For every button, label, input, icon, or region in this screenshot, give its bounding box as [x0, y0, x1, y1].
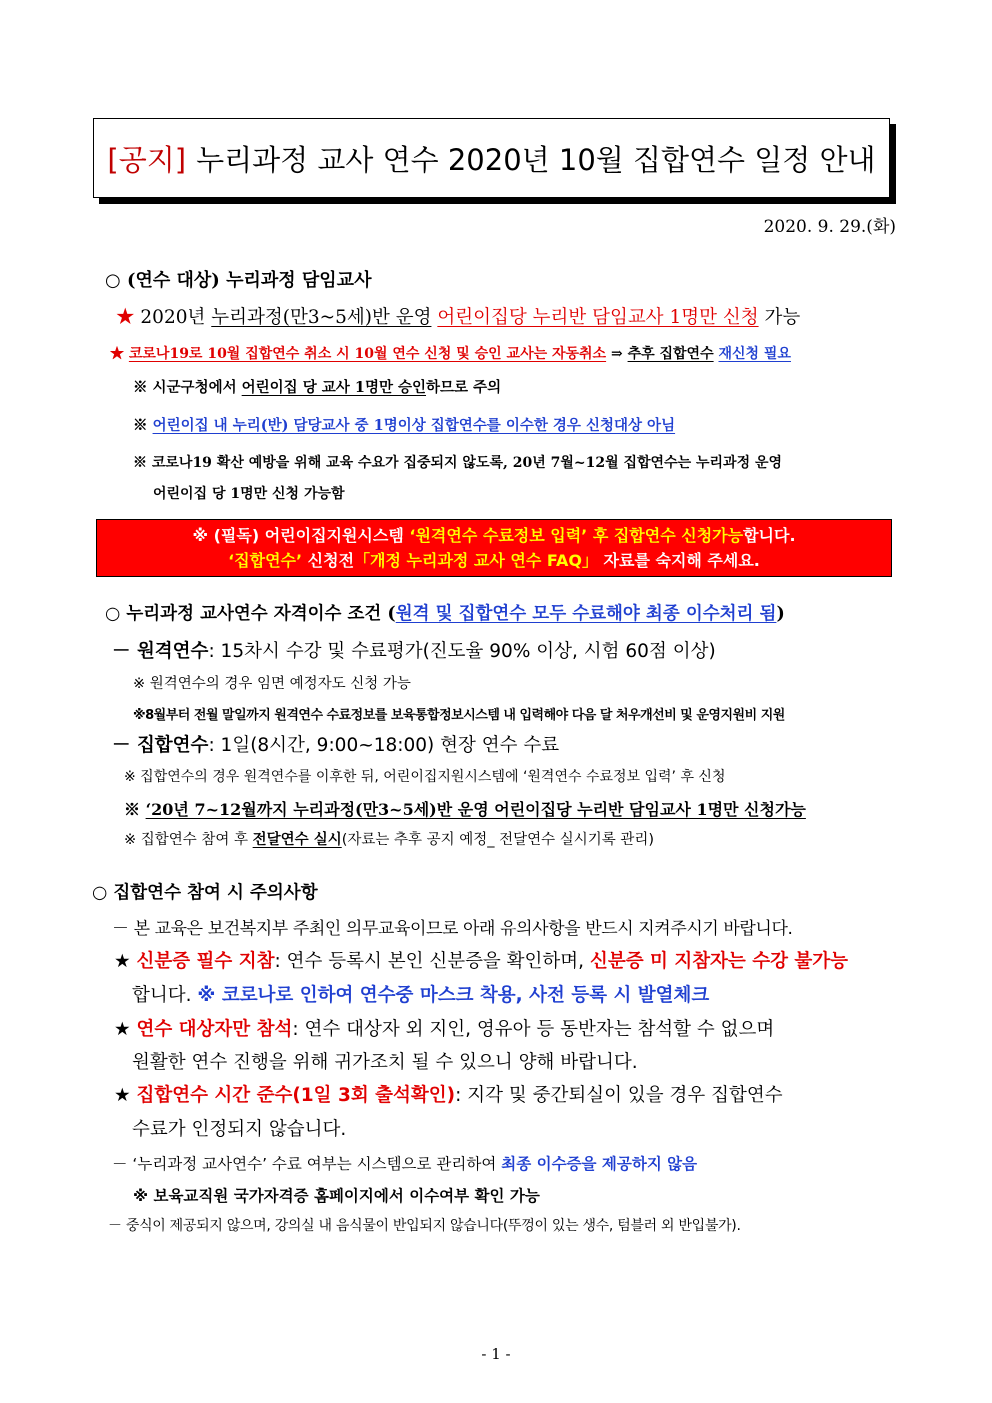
- star2-reapply: 재신청 필요: [718, 346, 791, 362]
- remote-note1: ※ 원격연수의 경우 임면 예정자도 신청 가능: [133, 676, 411, 692]
- page-title: [93, 118, 890, 198]
- rule1-warning: 신분증 미 지참자는 수강 불가능: [589, 951, 849, 972]
- rule-system: [112, 1152, 697, 1174]
- group-note2: [124, 797, 806, 820]
- group-note3-a: ※ 집합연수 참여 후: [124, 832, 249, 848]
- rule-attendees: [114, 1015, 774, 1041]
- star1-highlight: 어린이집당 누리반 담임교사 1명만 신청: [437, 307, 759, 328]
- group-course-line: [112, 731, 559, 757]
- mandatory-notice-box: [96, 519, 892, 577]
- notice-line1-a: ※ (필독) 어린이집지원시스템: [192, 526, 404, 545]
- remote-label: － 원격연수: [112, 641, 209, 662]
- notice-tag: [공지]: [107, 142, 187, 177]
- section1-note3-line2: 어린이집 당 1명만 신청 가능함: [153, 486, 345, 502]
- star2-text: 코로나19로 10월 집합연수 취소 시 10월 연수 신청 및 승인 교사는 자동취소: [128, 346, 607, 362]
- rule-time: [114, 1081, 783, 1107]
- rule4-text: － ‘누리과정 교사연수’ 수료 여부는 시스템으로 관리하여: [112, 1155, 497, 1173]
- rule-check-site: ※ 보육교직원 국가자격증 홈페이지에서 이수여부 확인 가능: [133, 1187, 540, 1205]
- star1-end: 가능: [764, 307, 801, 328]
- rule-attendees-cont: 원활한 연수 진행을 위해 귀가조치 될 수 있으니 양해 바랍니다.: [132, 1052, 638, 1073]
- star2-followup: 추후 집합연수: [627, 346, 714, 362]
- section3-heading: ○ 집합연수 참여 시 주의사항: [92, 883, 318, 903]
- group-text: : 1일(8시간, 9:00~18:00) 현장 연수 수료: [208, 735, 560, 756]
- section3-intro: － 본 교육은 보건복지부 주최인 의무교육이므로 아래 유의사항을 반드시 지켜주시기 바랍니다.: [112, 919, 793, 939]
- rule4-highlight: 최종 이수증을 제공하지 않음: [501, 1155, 698, 1173]
- star1-class: 누리과정(만3~5세)반 운영: [211, 307, 432, 328]
- rule-id-card-cont: [132, 981, 709, 1007]
- note1-b: 어린이집 당 교사 1명만 승인: [241, 379, 427, 396]
- page-number: - 1 -: [481, 1345, 511, 1363]
- rule-id-card: [114, 947, 848, 973]
- star-icon: ★: [114, 951, 131, 972]
- rule3-text: : 지각 및 중간퇴실이 있을 경우 집합연수: [455, 1085, 783, 1106]
- group-note3: [124, 828, 654, 849]
- section1-note3-line1: ※ 코로나19 확산 예방을 위해 교육 수요가 집중되지 않도록, 20년 7월~12월 집합연수는 누리과정 운영: [133, 455, 783, 471]
- rule-food: － 중식이 제공되지 않으며, 강의실 내 음식물이 반입되지 않습니다(뚜껑이 있는 생수, 텀블러 외 반입불가).: [108, 1218, 741, 1234]
- note2-mark: ※: [133, 417, 148, 434]
- remote-course-line: [112, 637, 716, 663]
- group-label: － 집합연수: [112, 735, 209, 756]
- note1-a: ※ 시군구청에서: [133, 379, 237, 396]
- title-text: 누리과정 교사 연수 2020년 10월 집합연수 일정 안내: [196, 142, 876, 177]
- notice-line1: [97, 523, 891, 548]
- group-note2-mark: ※: [124, 800, 141, 819]
- document-date: 2020. 9. 29.(화): [763, 217, 896, 237]
- group-note1: ※ 집합연수의 경우 원격연수를 이후한 뒤, 어린이집지원시스템에 ‘원격연수 수료정보 입력’ 후 신청: [124, 769, 726, 785]
- rule2-title: 연수 대상자만 참석: [136, 1019, 293, 1040]
- section2-heading-c: ): [776, 604, 785, 624]
- rule1-end: 합니다.: [132, 985, 192, 1006]
- rule2-text: : 연수 대상자 외 지인, 영유아 등 동반자는 참석할 수 없으며: [292, 1019, 775, 1040]
- notice-line2-b: 신청전: [307, 551, 355, 570]
- section2-heading: [105, 600, 785, 625]
- notice-line2-c: 「개정 누리과정 교사 연수 FAQ」: [354, 551, 598, 570]
- rule1-title: 신분증 필수 지참: [136, 951, 275, 972]
- notice-line2: [97, 548, 891, 573]
- notice-line2-d: 자료를 숙지해 주세요.: [603, 551, 760, 570]
- section1-heading: ○ (연수 대상) 누리과정 담임교사: [105, 270, 372, 291]
- star-icon: ★: [116, 307, 135, 328]
- section1-star2: [110, 343, 791, 363]
- section1-star1: [116, 303, 800, 329]
- rule1-text: : 연수 등록시 본인 신분증을 확인하며,: [274, 951, 585, 972]
- section1-note2: [133, 414, 675, 435]
- star-icon: ★: [114, 1019, 131, 1040]
- remote-note2: ※8월부터 전월 말일까지 원격연수 수료정보를 보육통합정보시스템 내 입력해야 다음 달 처우개선비 및 운영지원비 지원: [133, 708, 785, 723]
- star-icon: ★: [110, 346, 124, 362]
- notice-line1-c: 합니다.: [743, 526, 796, 545]
- group-note3-c: (자료는 추후 공지 예정_ 전달연수 실시기록 관리): [341, 832, 655, 848]
- group-note3-b: 전달연수 실시: [252, 832, 342, 848]
- remote-text: : 15차시 수강 및 수료평가(진도율 90% 이상, 시험 60점 이상): [208, 641, 716, 662]
- note2-text: 어린이집 내 누리(반) 담당교사 중 1명이상 집합연수를 이수한 경우 신청대상 아님: [152, 417, 676, 434]
- notice-line1-b: ‘원격연수 수료정보 입력’ 후 집합연수 신청가능: [409, 526, 744, 545]
- star1-year: 2020년: [140, 307, 206, 328]
- section1-note1: [133, 376, 501, 397]
- star-icon: ★: [114, 1085, 131, 1106]
- rule-time-cont: 수료가 인정되지 않습니다.: [132, 1119, 347, 1140]
- note1-c: 하므로 주의: [426, 379, 502, 396]
- notice-line2-a: ‘집합연수’: [228, 551, 303, 570]
- rule3-title: 집합연수 시간 준수(1일 3회 출석확인): [136, 1085, 456, 1106]
- section2-heading-a: ○ 누리과정 교사연수 자격이수 조건 (: [105, 604, 396, 624]
- group-note2-text: ‘20년 7~12월까지 누리과정(만3~5세)반 운영 어린이집당 누리반 담임교사 1명만 신청가능: [145, 800, 806, 819]
- arrow-icon: ⇒: [610, 346, 623, 362]
- rule1-covid: ※ 코로나로 인하여 연수중 마스크 착용, 사전 등록 시 발열체크: [197, 985, 710, 1006]
- section2-heading-b: 원격 및 집합연수 모두 수료해야 최종 이수처리 됨: [395, 604, 777, 624]
